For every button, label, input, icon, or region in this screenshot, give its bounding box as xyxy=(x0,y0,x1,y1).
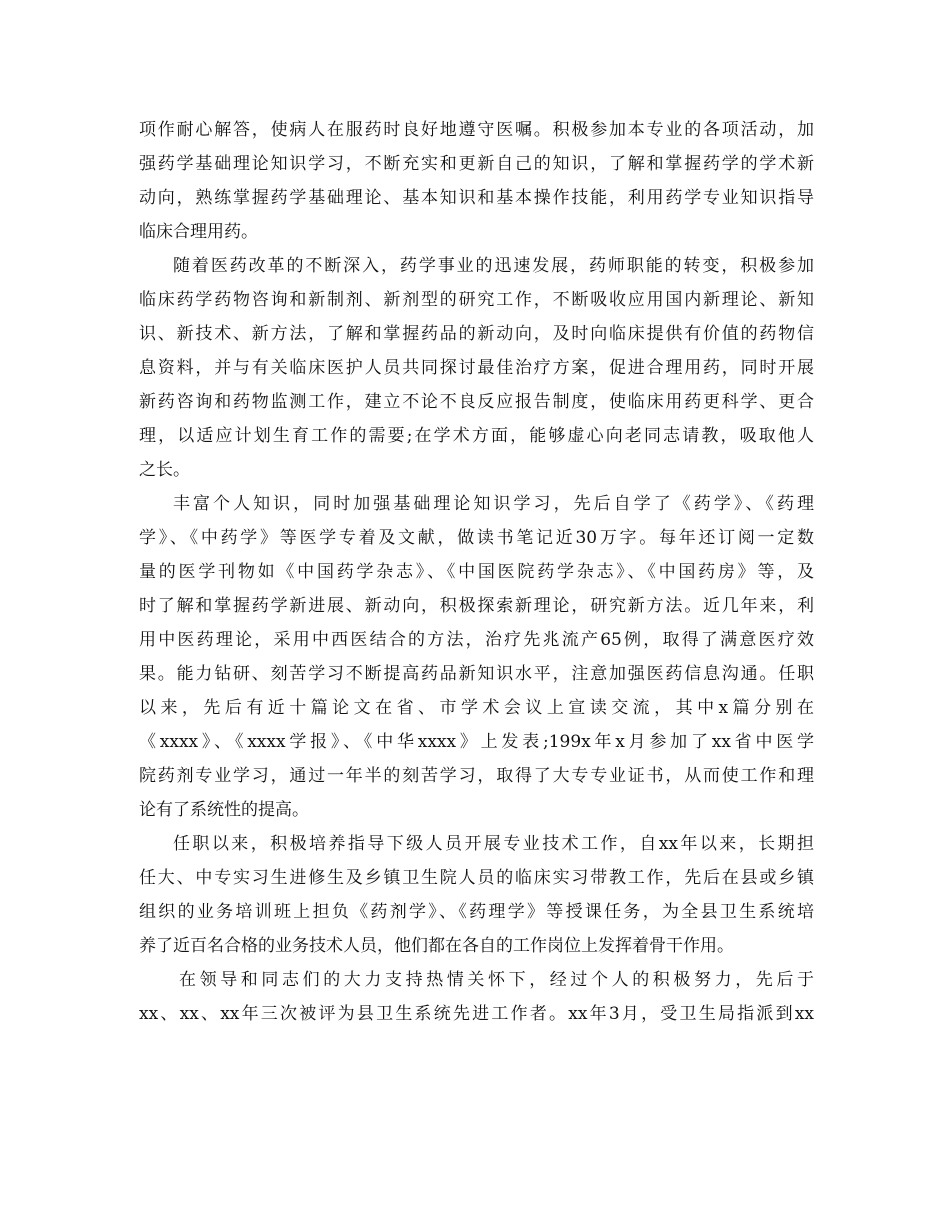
text-line: 果。能力钻研、刻苦学习不断提高药品新知识水平，注意加强医药信息沟通。任职 xyxy=(139,664,814,684)
text-line: 新药咨询和药物监测工作，建立不论不良反应报告制度，使临床用药更科学、更合 xyxy=(139,392,814,412)
text-line: 《xxxx》、《xxxx学报》、《中华xxxx》上发表;199x年x月参加了xx省中医学 xyxy=(139,732,814,752)
text-line: 识、新技术、新方法，了解和掌握药品的新动向，及时向临床提供有价值的药物信 xyxy=(139,324,814,344)
text-line: 论有了系统性的提高。 xyxy=(139,800,309,820)
text-line: 任大、中专实习生进修生及乡镇卫生院人员的临床实习带教工作，先后在县或乡镇 xyxy=(139,868,814,888)
text-line: 学》、《中药学》等医学专着及文献，做读书笔记近30万字。每年还订阅一定数 xyxy=(139,528,814,548)
paragraph-3 xyxy=(139,487,814,827)
paragraph-5 xyxy=(139,963,814,1031)
text-line: 任职以来，积极培养指导下级人员开展专业技术工作，自xx年以来，长期担 xyxy=(173,834,814,854)
text-line: 之长。 xyxy=(139,460,190,480)
text-line: 动向，熟练掌握药学基础理论、基本知识和基本操作技能，利用药学专业知识指导 xyxy=(139,188,814,208)
text-line: 院药剂专业学习，通过一年半的刻苦学习，取得了大专专业证书，从而使工作和理 xyxy=(139,766,814,786)
text-line: 项作耐心解答，使病人在服药时良好地遵守医嘱。积极参加本专业的各项活动，加 xyxy=(139,120,814,140)
text-line: 在领导和同志们的大力支持热情关怀下，经过个人的积极努力，先后于 xyxy=(179,970,814,990)
text-line: 强药学基础理论知识学习，不断充实和更新自己的知识，了解和掌握药学的学术新 xyxy=(139,154,814,174)
text-line: 理，以适应计划生育工作的需要;在学术方面，能够虚心向老同志请教，吸取他人 xyxy=(139,426,814,446)
document-body xyxy=(139,113,814,1031)
text-line: xx、xx、xx年三次被评为县卫生系统先进工作者。xx年3月，受卫生局指派到xx xyxy=(139,1004,814,1024)
text-line: 息资料，并与有关临床医护人员共同探讨最佳治疗方案，促进合理用药，同时开展 xyxy=(139,358,814,378)
text-line: 随着医药改革的不断深入，药学事业的迅速发展，药师职能的转变，积极参加 xyxy=(173,256,814,276)
text-line: 临床合理用药。 xyxy=(139,222,258,242)
text-line: 以来，先后有近十篇论文在省、市学术会议上宣读交流，其中x篇分别在 xyxy=(139,698,814,718)
text-line: 临床药学药物咨询和新制剂、新剂型的研究工作，不断吸收应用国内新理论、新知 xyxy=(139,290,814,310)
text-line: 用中医药理论，采用中西医结合的方法，治疗先兆流产65例，取得了满意医疗效 xyxy=(139,630,814,650)
text-line: 组织的业务培训班上担负《药剂学》、《药理学》等授课任务，为全县卫生系统培 xyxy=(139,902,814,922)
text-line: 量的医学刊物如《中国药学杂志》、《中国医院药学杂志》、《中国药房》等，及 xyxy=(139,562,814,582)
paragraph-4 xyxy=(139,827,814,963)
paragraph-1 xyxy=(139,113,814,249)
text-line: 时了解和掌握药学新进展、新动向，积极探索新理论，研究新方法。近几年来，利 xyxy=(139,596,814,616)
paragraph-2 xyxy=(139,249,814,487)
text-line: 丰富个人知识，同时加强基础理论知识学习，先后自学了《药学》、《药理 xyxy=(173,494,814,514)
text-line: 养了近百名合格的业务技术人员，他们都在各自的工作岗位上发挥着骨干作用。 xyxy=(139,936,734,956)
